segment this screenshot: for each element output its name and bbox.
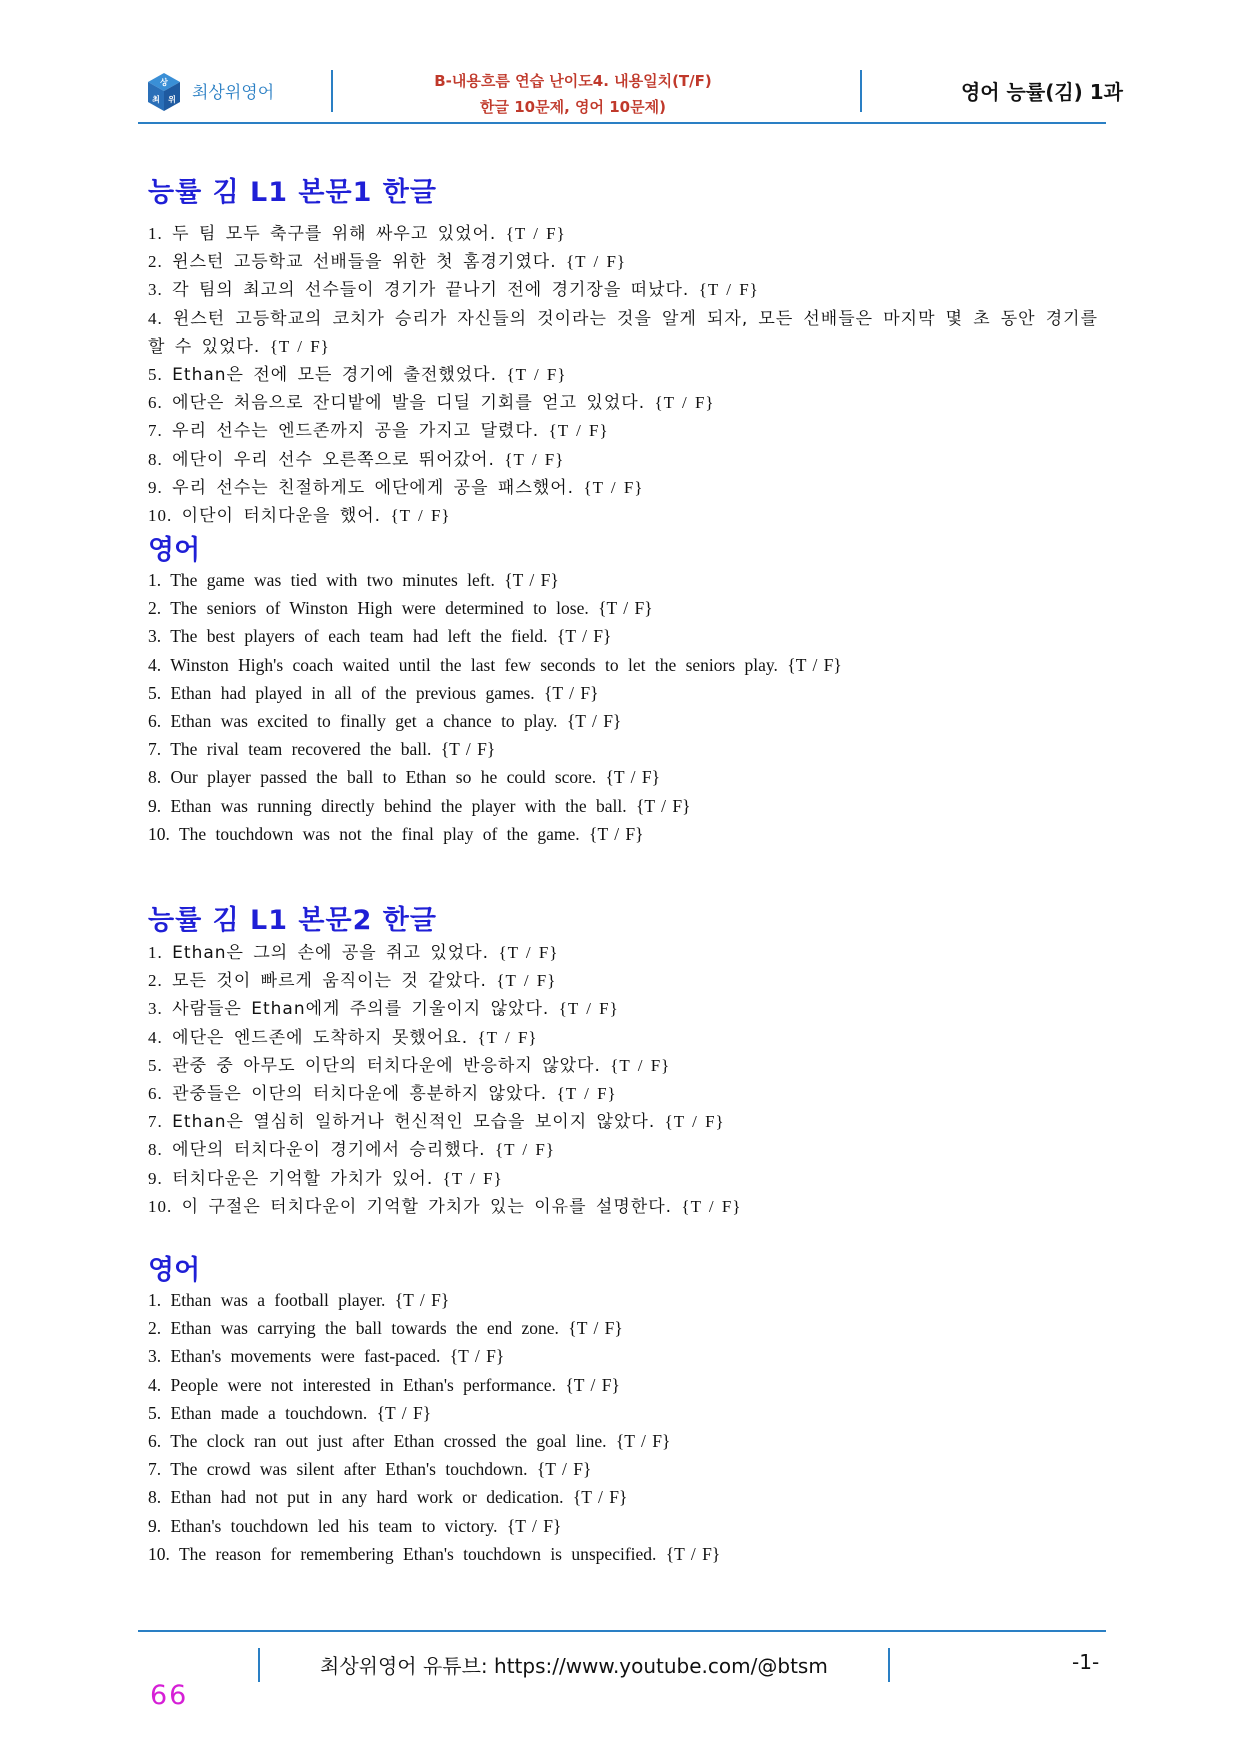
korean-question-item xyxy=(148,967,1098,995)
question-text: 관중들은 이단의 터치다운에 흥분하지 않았다. xyxy=(172,1084,548,1105)
question-text: Ethan은 열심히 일하거나 헌신적인 모습을 보이지 않았다. xyxy=(172,1112,656,1133)
question-text: 에단은 처음으로 잔디밭에 발을 디딜 기회를 얻고 있었다. xyxy=(172,393,646,414)
true-false-choice[interactable]: {T / F} xyxy=(269,336,330,356)
question-text: Our player passed the ball to Ethan so he could score. xyxy=(170,767,597,788)
true-false-choice[interactable]: {T / F} xyxy=(556,626,612,647)
question-number: 8. xyxy=(148,1487,162,1508)
question-number: 3. xyxy=(148,1346,162,1367)
question-number: 3. xyxy=(148,626,162,647)
question-number: 7. xyxy=(148,739,162,760)
true-false-choice[interactable]: {T / F} xyxy=(477,1027,538,1047)
section1-title: 능률 김 L1 본문1 한글 xyxy=(148,177,437,208)
true-false-choice[interactable]: {T / F} xyxy=(572,1487,628,1508)
korean-question-item xyxy=(148,1136,1098,1164)
question-number: 3. xyxy=(148,999,163,1019)
true-false-choice[interactable]: {T / F} xyxy=(442,1168,503,1188)
brand-name: 최상위영어 xyxy=(192,83,275,103)
question-text: Ethan had not put in any hard work or dedication. xyxy=(170,1487,564,1508)
english-question-item xyxy=(148,622,1098,650)
question-number: 5. xyxy=(148,1055,163,1075)
korean-question-item xyxy=(148,446,1098,474)
true-false-choice[interactable]: {T / F} xyxy=(583,477,644,497)
question-text: 사람들은 Ethan에게 주의를 기울이지 않았다. xyxy=(172,999,550,1020)
english-question-item xyxy=(148,820,1098,848)
question-text: 이 구절은 터치다운이 기억할 가치가 있는 이유를 설명한다. xyxy=(181,1196,673,1217)
footer-page-marker: -1- xyxy=(1072,1650,1100,1674)
question-number: 4. xyxy=(148,1027,163,1047)
true-false-choice[interactable]: {T / F} xyxy=(665,1543,721,1564)
english-question-item xyxy=(148,735,1098,763)
section2-title: 능률 김 L1 본문2 한글 xyxy=(148,905,437,936)
question-number: 6. xyxy=(148,393,163,413)
question-text: People were not interested in Ethan's performance. xyxy=(170,1374,556,1395)
question-text: The best players of each team had left the field. xyxy=(170,626,548,647)
korean-question-item xyxy=(148,361,1098,389)
question-text: Ethan was excited to finally get a chance to play. xyxy=(170,711,558,732)
question-text: Ethan had played in all of the previous games. xyxy=(170,682,535,703)
korean-question-item xyxy=(148,1165,1098,1193)
true-false-choice[interactable]: {T / F} xyxy=(664,1112,725,1132)
question-text: Ethan was running directly behind the player with the ball. xyxy=(170,795,627,816)
question-text: Ethan made a touchdown. xyxy=(170,1402,368,1423)
header-rule xyxy=(138,122,1106,124)
true-false-choice[interactable]: {T / F} xyxy=(496,971,557,991)
question-text: The clock ran out just after Ethan crossed the goal line. xyxy=(170,1431,607,1452)
english-question-item xyxy=(148,1371,1098,1399)
question-text: The crowd was silent after Ethan's touchdown. xyxy=(170,1459,528,1480)
question-number: 10. xyxy=(148,1196,173,1216)
question-text: 에단이 우리 선수 오른쪽으로 뛰어갔어. xyxy=(172,449,495,470)
question-number: 8. xyxy=(148,449,163,469)
question-number: 1. xyxy=(148,1290,162,1310)
question-number: 9. xyxy=(148,795,162,816)
question-text: The game was tied with two minutes left. xyxy=(170,570,495,590)
true-false-choice[interactable]: {T / F} xyxy=(598,598,653,619)
true-false-choice[interactable]: {T / F} xyxy=(506,365,567,385)
true-false-choice[interactable]: {T / F} xyxy=(610,1055,671,1075)
question-number: 7. xyxy=(148,421,163,441)
question-text: 에단은 엔드존에 도착하지 못했어요. xyxy=(172,1027,469,1048)
korean-question-item xyxy=(148,939,1098,967)
question-number: 2. xyxy=(148,1318,162,1339)
question-number: 7. xyxy=(148,1459,162,1480)
true-false-choice[interactable]: {T / F} xyxy=(390,506,451,526)
true-false-choice[interactable]: {T / F} xyxy=(566,252,627,272)
true-false-choice[interactable]: {T / F} xyxy=(498,943,559,962)
question-text: 윈스턴 고등학교의 코치가 승리가 자신들의 것이라는 것을 알게 되자, 모든 선배들은 마지막 몇 초 동안 경기를 할 수 있었다. xyxy=(148,308,1099,357)
header-center-line1: B-내용흐름 연습 난이도4. 내용일치(T/F) xyxy=(434,72,712,90)
question-number: 4. xyxy=(148,654,162,675)
english-question-item xyxy=(148,1342,1098,1370)
true-false-choice[interactable]: {T / F} xyxy=(440,739,496,760)
true-false-choice[interactable]: {T / F} xyxy=(394,1290,450,1310)
english-question-item xyxy=(148,763,1098,791)
english-question-item xyxy=(148,792,1098,820)
question-number: 9. xyxy=(148,477,163,497)
korean-question-item xyxy=(148,248,1098,276)
true-false-choice[interactable]: {T / F} xyxy=(605,767,661,788)
page-number: 66 xyxy=(150,1680,189,1711)
question-text: The seniors of Winston High were determined to lose. xyxy=(170,598,589,619)
logo-char-right: 위 xyxy=(168,95,176,104)
question-number: 6. xyxy=(148,1084,163,1104)
true-false-choice[interactable]: {T / F} xyxy=(615,1431,671,1452)
question-number: 10. xyxy=(148,1543,170,1564)
question-text: The rival team recovered the ball. xyxy=(170,739,432,760)
question-text: 두 팀 모두 축구를 위해 싸우고 있었어. xyxy=(172,224,497,244)
question-text: Ethan was carrying the ball towards the end zone. xyxy=(170,1318,559,1339)
true-false-choice[interactable]: {T / F} xyxy=(506,1515,562,1536)
question-text: Ethan was a football player. xyxy=(170,1290,386,1310)
question-number: 10. xyxy=(148,823,170,844)
true-false-choice[interactable]: {T / F} xyxy=(536,1459,592,1480)
section2-korean-questions xyxy=(148,939,1098,1221)
question-number: 7. xyxy=(148,1112,163,1132)
korean-question-item xyxy=(148,417,1098,445)
question-number: 2. xyxy=(148,971,163,991)
english-question-item xyxy=(148,1512,1098,1540)
question-text: 터치다운은 기억할 가치가 있어. xyxy=(172,1168,434,1189)
section1-korean-questions xyxy=(148,220,1098,530)
question-text: 윈스턴 고등학교 선배들을 위한 첫 홈경기였다. xyxy=(172,252,557,273)
english-question-item xyxy=(148,566,1098,594)
section1-english-questions xyxy=(148,566,1098,848)
question-number: 1. xyxy=(148,570,162,590)
true-false-choice[interactable]: {T / F} xyxy=(449,1346,505,1367)
english-question-item xyxy=(148,1286,1098,1314)
question-number: 1. xyxy=(148,943,163,962)
true-false-choice[interactable]: {T / F} xyxy=(566,711,622,732)
question-number: 4. xyxy=(148,308,163,328)
question-number: 8. xyxy=(148,767,162,788)
question-number: 10. xyxy=(148,506,173,526)
english-question-item xyxy=(148,594,1098,622)
header-center xyxy=(333,68,813,120)
section1-english-title: 영어 xyxy=(148,535,201,566)
korean-question-item xyxy=(148,1108,1098,1136)
question-number: 4. xyxy=(148,1374,162,1395)
question-text: 모든 것이 빠르게 움직이는 것 같았다. xyxy=(172,971,487,992)
question-number: 3. xyxy=(148,280,163,300)
true-false-choice[interactable]: {T / F} xyxy=(376,1402,432,1423)
footer-divider-right xyxy=(888,1648,890,1682)
question-number: 5. xyxy=(148,1402,162,1423)
true-false-choice[interactable]: {T / F} xyxy=(568,1318,623,1339)
question-text: The touchdown was not the final play of the game. xyxy=(178,823,580,844)
true-false-choice[interactable]: {T / F} xyxy=(681,1196,742,1216)
korean-question-item xyxy=(148,1024,1098,1052)
english-question-item xyxy=(148,1427,1098,1455)
english-question-item xyxy=(148,1540,1098,1568)
question-text: Ethan's movements were fast-paced. xyxy=(170,1346,441,1367)
korean-question-item xyxy=(148,995,1098,1023)
question-text: 우리 선수는 엔드존까지 공을 가지고 달렸다. xyxy=(172,421,540,442)
true-false-choice[interactable]: {T / F} xyxy=(556,1084,617,1104)
question-number: 2. xyxy=(148,598,162,619)
footer-rule xyxy=(138,1630,1106,1632)
english-question-item xyxy=(148,1314,1098,1342)
header-right-title: 영어 능률(김) 1과 xyxy=(960,80,1123,104)
page-header xyxy=(138,56,1123,124)
logo-char-left: 최 xyxy=(152,95,160,104)
question-text: The reason for remembering Ethan's touchdown is unspecified. xyxy=(178,1543,657,1564)
korean-question-item xyxy=(148,220,1098,248)
question-text: Winston High's coach waited until the last few seconds to let the seniors play. xyxy=(170,654,778,675)
question-number: 1. xyxy=(148,224,163,243)
question-text: 우리 선수는 친절하게도 에단에게 공을 패스했어. xyxy=(172,477,575,498)
header-divider-right xyxy=(860,70,862,112)
korean-question-item xyxy=(148,1080,1098,1108)
cube-logo-icon xyxy=(146,72,182,112)
question-text: 관중 중 아무도 이단의 터치다운에 반응하지 않았다. xyxy=(172,1055,601,1076)
footer-youtube-link[interactable]: 최상위영어 유튜브: https://www.youtube.com/@btsm xyxy=(320,1654,828,1678)
question-number: 9. xyxy=(148,1168,163,1188)
true-false-choice[interactable]: {T / F} xyxy=(544,682,599,703)
english-question-item xyxy=(148,651,1098,679)
question-number: 6. xyxy=(148,1431,162,1452)
english-question-item xyxy=(148,679,1098,707)
true-false-choice[interactable]: {T / F} xyxy=(654,393,715,413)
true-false-choice[interactable]: {T / F} xyxy=(494,1140,556,1160)
true-false-choice[interactable]: {T / F} xyxy=(504,449,565,469)
question-number: 5. xyxy=(148,365,163,385)
true-false-choice[interactable]: {T / F} xyxy=(558,999,619,1019)
question-text: 이단이 터치다운을 했어. xyxy=(181,506,382,527)
english-question-item xyxy=(148,1399,1098,1427)
korean-question-item xyxy=(148,276,1098,304)
question-text: Ethan은 그의 손에 공을 쥐고 있었다. xyxy=(172,943,490,963)
question-number: 6. xyxy=(148,711,162,732)
korean-question-item xyxy=(148,474,1098,502)
question-number: 8. xyxy=(148,1140,163,1160)
question-text: Ethan은 전에 모든 경기에 출전했었다. xyxy=(172,365,498,386)
section2-english-title: 영어 xyxy=(148,1255,201,1286)
english-question-item xyxy=(148,707,1098,735)
section2-english-questions xyxy=(148,1286,1098,1568)
korean-question-item xyxy=(148,502,1098,530)
true-false-choice[interactable]: {T / F} xyxy=(548,421,609,441)
true-false-choice[interactable]: {T / F} xyxy=(698,280,759,300)
true-false-choice[interactable]: {T / F} xyxy=(787,654,842,675)
question-text: 각 팀의 최고의 선수들이 경기가 끝나기 전에 경기장을 떠났다. xyxy=(172,280,690,301)
header-center-line2: 한글 10문제, 영어 10문제) xyxy=(480,98,666,116)
question-text: 에단의 터치다운이 경기에서 승리했다. xyxy=(172,1140,486,1161)
korean-question-item xyxy=(148,1193,1098,1221)
english-question-item xyxy=(148,1483,1098,1511)
true-false-choice[interactable]: {T / F} xyxy=(505,224,566,243)
english-question-item xyxy=(148,1455,1098,1483)
question-number: 5. xyxy=(148,682,162,703)
footer-divider-left xyxy=(258,1648,260,1682)
korean-question-item xyxy=(148,305,1098,361)
logo-char-top: 상 xyxy=(160,78,168,87)
korean-question-item xyxy=(148,1052,1098,1080)
question-text: Ethan's touchdown led his team to victory. xyxy=(170,1515,498,1536)
question-number: 9. xyxy=(148,1515,162,1536)
true-false-choice[interactable]: {T / F} xyxy=(565,1374,620,1395)
question-number: 2. xyxy=(148,252,163,272)
true-false-choice[interactable]: {T / F} xyxy=(504,570,559,590)
korean-question-item xyxy=(148,389,1098,417)
true-false-choice[interactable]: {T / F} xyxy=(636,795,691,816)
true-false-choice[interactable]: {T / F} xyxy=(589,823,644,844)
